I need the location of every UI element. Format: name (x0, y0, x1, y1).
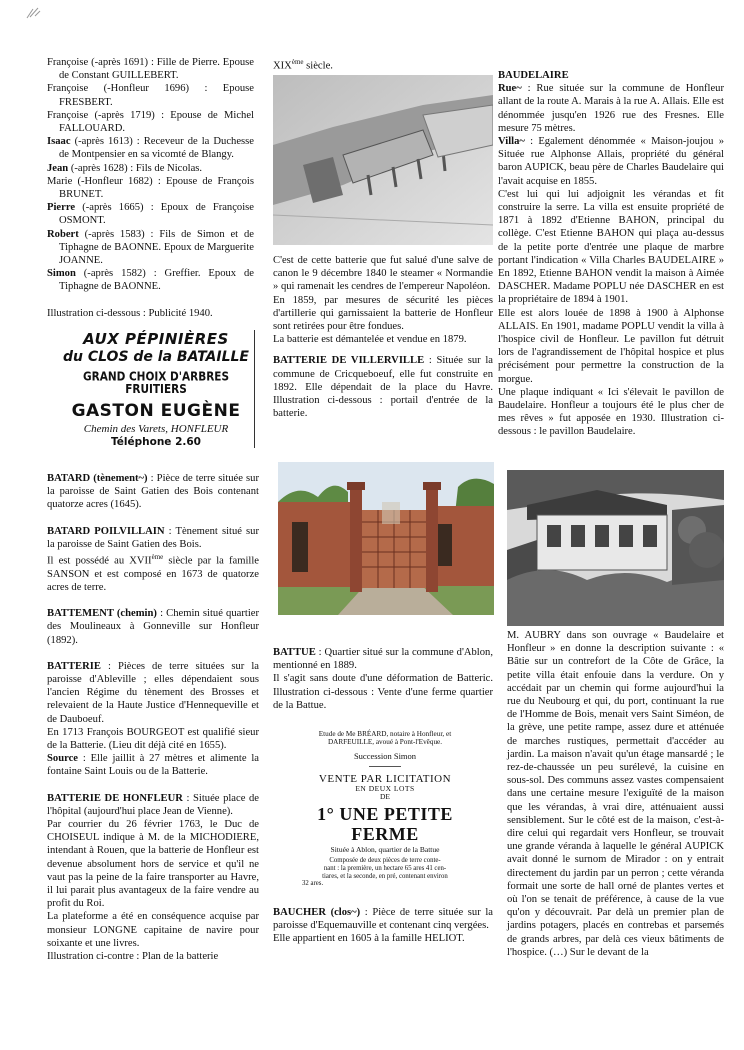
notice-line-9: Composée de deux pièces de terre conte- (329, 857, 441, 865)
column-3-aubry (507, 629, 724, 959)
entry-batterie-villerville: BATTERIE DE VILLERVILLE : Située sur la commune de Cricqueboeuf, elle fut construite en 1892. Elle dépendait de la place du Havre. Illustration ci-dessous : portail d'entrée de la batterie. (273, 355, 493, 420)
column-1-lower (47, 472, 259, 963)
batterie-1879-text: La batterie est démantelée et vendue en 1879. (273, 334, 467, 346)
aubry-description: M. AUBRY dans son ouvrage « Baudelaire et Honfleur » en donne la description suivante : « Bâtie sur un contrefort de la Côte de Grâce, la petite villa était enfouie dans la verdure. On y accédait par un chemin qui forme aujourd'hui la rue du Neubourg et qui, du port, continuant la rue de l'Homme de Bois, menait vers Saint Siméon, de la grève, une petite rampe, assez dure et atténuée de marches rustiques, permettait d'accéder au jardin. La maison n'avait qu'un étage mansardé ; le rez-de-chaussée un peu surélevé, la cuisine en sous-sol. Des communs assez vastes compensaient dans une certaine mesure l'exiguïté de la maison que les vérandas, à vrai dire, atténuaient aussi sensiblement. Sur le côté est de la maison, c'est-à-dire celui qui regardait vers Honfleur, se trouvait une grande véranda à laquelle le général AUPICK avait donné le surnom de Mirador : on y entrait directement du jardin par un perron ; cette véranda formait une sorte de hall orné de plantes vertes et où l'on se tenait de préférence, à cause de la vue qu'on y découvrait. Par delà un premier plan de jardins potagers, placés en contrebas et parsemés de grands arbres, par delà ces vieux bâtiments de l'hospice. (…) Sur le devant de la (507, 630, 724, 958)
entry-baudelaire-rue: Rue~ : Rue située sur la commune de Honfleur allant de la route A. Marais à la rue A. Allais. Elle est dénommée jusqu'en 1926 rue des Fresnes. Elle mesure 75 mètres. (498, 83, 724, 134)
entry-baucher: BAUCHER (clos~) : Pièce de terre située sur la paroisse d'Equemauville et contenant cinq vergées. Elle appartient en 1605 à la famille HELIOT. (273, 907, 493, 945)
entry-francoise-1: Françoise (-après 1691) : Fille de Pierre. Epouse de Constant GUILLEBERT. (47, 57, 254, 82)
entry-pierre: Pierre (-après 1665) : Epoux de Françoise OSMONT. (47, 202, 254, 227)
notice-line-6: DE (380, 792, 390, 802)
advertisement-1940 (58, 330, 255, 448)
entry-francoise-2: Françoise (-Honfleur 1696) : Epouse FRESBERT. (47, 83, 254, 108)
entry-baudelaire-villa: Villa~ : Egalement dénommée « Maison-joujou » Située rue Alphonse Allais, propriété du général baron AUPICK, beau père de Charles Baudelaire qui l'avait acquise en 1855. C'est lui qui lui adjoignit les vérandas et fit construire la serre. La villa est ensuite propriété de 1871 à 1892 d'Etienne BAHON, principal du collège. C'est Etienne BAHON qui plaça au-dessus de la petite porte d'entrée une plaque de marbre portant l'indication « Villa Charles BAUDELAIRE » En 1892, Etienne BAHON vendit la maison à Aimée DASCHER. Madame POPLU née DASCHER en est la propriétaire de 1894 à 1901. Elle est alors louée de 1898 à 1900 à Alphonse ALLAIS. En 1901, madame POPLU vendit la villa à l'hospice civil de Honfleur. Le pavillon fut détruit lors de l'agrandissement de l'hôpital hospice et plus précisément pour permettre la construction de la morgue. Une plaque indiquant « Ici s'élevait le pavillon de Baudelaire. Honfleur a toujours été le plus cher de mes rêves » fut apposée en 1930. Illustration ci-dessous : le pavillon Baudelaire. (498, 136, 724, 438)
column-2-baucher (273, 906, 493, 946)
entry-marie: Marie (-Honfleur 1682) : Epouse de François BRUNET. (47, 175, 254, 201)
column-2-battue (273, 646, 493, 712)
ad-line-5: Chemin des Varets, HONFLEUR (83, 423, 229, 436)
entry-simon: Simon (-après 1582) : Greffier. Epoux de Tiphagne de BAONNE. (47, 268, 254, 293)
column-3 (498, 69, 724, 439)
villerville-gate-graphic (278, 462, 494, 615)
notice-rule (369, 766, 401, 767)
entry-battue: BATTUE : Quartier situé sur la commune d'Ablon, mentionné en 1889. Il s'agit sans doute d'une déformation de Batteric. Illustration ci-dessous : Vente d'une ferme quartier de la Battue. (273, 647, 493, 711)
notice-line-11: tiares, et la seconde, en pré, contenant environ (322, 872, 448, 880)
notice-line-8: Située à Ablon, quartier de la Battue (330, 845, 440, 855)
ad-line-2: du CLOS de la BATAILLE (62, 348, 249, 365)
heading-baudelaire: BAUDELAIRE (498, 70, 569, 81)
continued-siecle: XIXème siècle. (273, 58, 333, 72)
photo-pavillon-baudelaire (507, 470, 724, 626)
pavillon-baudelaire-graphic (507, 470, 724, 626)
ad-line-3: GRAND CHOIX D'ARBRES FRUITIERS (82, 370, 230, 398)
column-1 (47, 56, 254, 320)
entry-francoise-3: Françoise (-après 1719) : Epouse de Michel FALLOUARD. (47, 109, 254, 135)
entry-isaac: Isaac (-après 1613) : Receveur de la Duchesse de Montpensier en sa vicomté de Blangy. (47, 136, 254, 161)
notice-line-2: DARFEUILLE, avoué à Pont-l'Evêque. (327, 738, 443, 747)
batterie-salute-text: C'est de cette batterie que fut salué d'une salve de canon le 9 décembre 1840 le steamer « Normandie » qui ramenait les cendres de l'empereur Napoléon. (273, 255, 493, 293)
notice-line-10: nant : la première, un hectare 65 ares 41 cen- (323, 865, 447, 873)
photo-plan-batterie (273, 75, 493, 245)
illustration-caption-ad: Illustration ci-dessous : Publicité 1940. (47, 307, 213, 319)
entry-batterie-honfleur: BATTERIE DE HONFLEUR : Située place de l'hôpital (aujourd'hui place Jean de Vienne). Par courrier du 26 février 1763, le Duc de CHOISEUL indique à M. de la MICHODIERE, intendant à Rouen, que la batterie de Honfleur est devenue absolument hors de service et qu'il ne vaut pas la peine de la faire transporter au Havre, il lui parait plus avantageux de la faire vendre au profit du Roi. La plateforme a été en conséquence acquise par monsieur LONGNE capitaine de navire pour soixante et une livres. Illustration ci-contre : Plan de la batterie (47, 792, 259, 963)
entry-batterie: BATTERIE : Pièces de terre situées sur la paroisse d'Ableville ; elles dépendaient sous l'ancien Régime du tènement des Brosses et relevaient de la Haute Justice d'Hennequeville et de Dauboeuf. En 1713 François BOURGEOT est qualifié sieur de la Batterie. (Lieu dit déjà cité en 1655). Source : Elle jaillit à 27 mètres et alimente la fontaine Saint Louis ou de la Batterie. (47, 660, 259, 778)
notice-line-3: Succession Simon (353, 751, 417, 762)
notice-line-7: 1° UNE PETITE FERME (317, 803, 453, 844)
entry-jean: Jean (-après 1628) : Fils de Nicolas. (47, 162, 203, 174)
photo-villerville-gate (278, 462, 494, 615)
entry-batard: BATARD (tènement~) : Pièce de terre située sur la paroisse de Saint Gatien des Bois contenant quatorze acres (1645). (47, 473, 259, 511)
sale-notice (290, 730, 480, 888)
ad-line-6: Téléphone 2.60 (111, 435, 201, 448)
plan-batterie-graphic (273, 75, 493, 245)
ad-line-4: GASTON EUGÈNE (71, 401, 241, 422)
column-2-mid (273, 254, 493, 420)
notice-line-12: 32 ares. (302, 880, 324, 888)
notice-line-4: VENTE PAR LICITATION (318, 772, 452, 785)
corner-mark (26, 6, 42, 20)
notice-line-5: EN DEUX LOTS (355, 783, 415, 793)
notice-line-1: Etude de Me BRÉARD, notaire à Honfleur, et (318, 730, 452, 738)
entry-robert: Robert (-après 1583) : Fils de Simon et de Tiphagne de BAONNE. Epoux de Marguerite JOANNE. (47, 228, 254, 267)
entry-battement: BATTEMENT (chemin) : Chemin situé quartier des Moulineaux à Gonneville sur Honfleur (1892). (47, 608, 259, 646)
entry-batard-poilvillain: BATARD POILVILLAIN : Tènement situé sur la paroisse de Saint Gatien des Bois. Il est possédé au XVIIème siècle par la famille SANSON et est composé en 1673 de quatorze acres de terre. (47, 525, 260, 593)
column-2-top (273, 56, 493, 73)
batterie-1859-text: En 1859, par mesures de sécurité les pièces d'artillerie qui garnissaient la batterie de Honfleur sont retirées pour être fondues. (273, 294, 493, 333)
ad-line-1: AUX PÉPINIÈRES (83, 330, 229, 348)
